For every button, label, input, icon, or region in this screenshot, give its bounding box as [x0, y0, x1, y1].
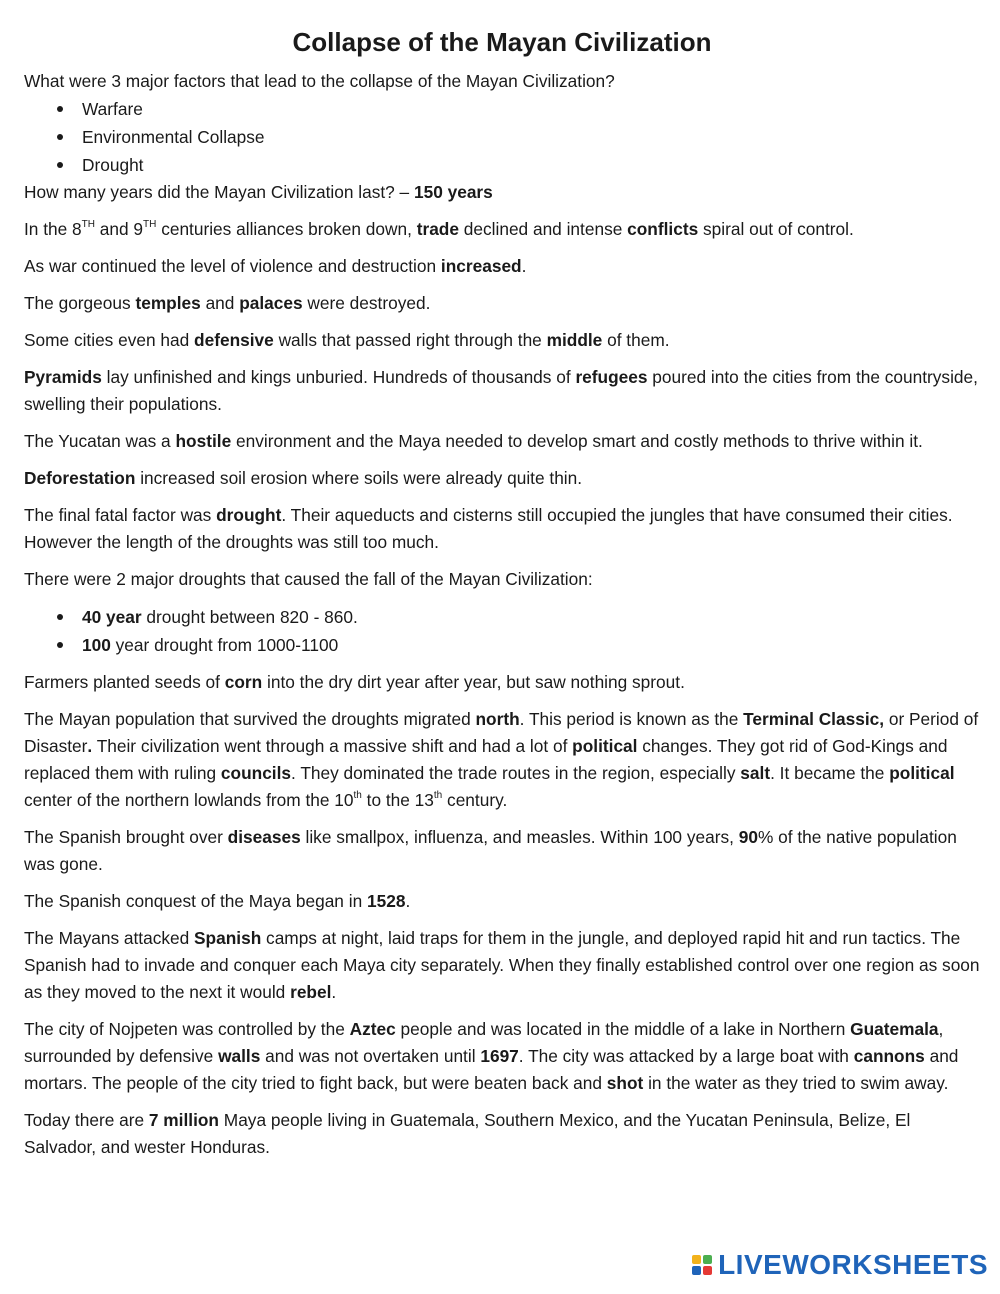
- paragraph-alliances: In the 8TH and 9TH centuries alliances broken down, trade declined and intense conflicts spiral out of control.: [24, 219, 854, 239]
- paragraph-nojpeten: The city of Nojpeten was controlled by the Aztec people and was located in the middle of a lake in Northern Guatemala, surrounded by defensive walls and was not overtaken until 1697. The city was attacked by a large boat with cannons and mortars. The people of the city tried to fight back, but were beaten back and shot in the water as they tried to swim away.: [24, 1019, 959, 1093]
- paragraph-walls: Some cities even had defensive walls that passed right through the middle of them.: [24, 330, 670, 350]
- list-item: Environmental Collapse: [24, 123, 980, 151]
- list-item: Warfare: [24, 95, 980, 123]
- paragraph-today: Today there are 7 million Maya people living in Guatemala, Southern Mexico, and the Yucatan Peninsula, Belize, El Salvador, and wester Honduras.: [24, 1110, 911, 1157]
- question-factors: What were 3 major factors that lead to the collapse of the Mayan Civilization?: [24, 71, 615, 91]
- question-duration: How many years did the Mayan Civilization last? – 150 years: [24, 182, 493, 202]
- paragraph-droughts-intro: There were 2 major droughts that caused the fall of the Mayan Civilization:: [24, 569, 593, 589]
- paragraph-resistance: The Mayans attacked Spanish camps at night, laid traps for them in the jungle, and deployed rapid hit and run tactics. The Spanish had to invade and conquer each Maya city separately. When they finally established control over one region as soon as they moved to the next it would rebel.: [24, 928, 980, 1002]
- paragraph-terminal-classic: The Mayan population that survived the droughts migrated north. This period is known as the Terminal Classic, or Period of Disaster. Their civilization went through a massive shift and had a lot of political changes. They got rid of God-Kings and replaced them with ruling councils. They dominated the trade routes in the region, especially salt. It became the political center of the northern lowlands from the 10th to the 13th century.: [24, 709, 979, 810]
- paragraph-conquest: The Spanish conquest of the Maya began in 1528.: [24, 891, 411, 911]
- logo-text: LIVEWORKSHEETS: [718, 1249, 988, 1280]
- paragraph-yucatan: The Yucatan was a hostile environment and the Maya needed to develop smart and costly methods to thrive within it.: [24, 431, 923, 451]
- page-title: Collapse of the Mayan Civilization: [292, 27, 712, 57]
- paragraph-diseases: The Spanish brought over diseases like smallpox, influenza, and measles. Within 100 years, 90% of the native population was gone.: [24, 827, 957, 874]
- droughts-list: [24, 603, 980, 659]
- paragraph-farmers: Farmers planted seeds of corn into the dry dirt year after year, but saw nothing sprout.: [24, 672, 685, 692]
- worksheet-page: [24, 26, 980, 1171]
- paragraph-temples: The gorgeous temples and palaces were destroyed.: [24, 293, 431, 313]
- paragraph-drought: The final fatal factor was drought. Their aqueducts and cisterns still occupied the jungles that have consumed their cities. However the length of the droughts was still too much.: [24, 505, 953, 552]
- liveworksheets-logo: [692, 1250, 988, 1280]
- paragraph-pyramids: Pyramids lay unfinished and kings unburied. Hundreds of thousands of refugees poured into the cities from the countryside, swelling their populations.: [24, 367, 978, 414]
- logo-blocks-icon: [692, 1255, 712, 1275]
- paragraph-deforestation: Deforestation increased soil erosion where soils were already quite thin.: [24, 468, 583, 488]
- factors-list: [24, 95, 980, 179]
- paragraph-war: As war continued the level of violence and destruction increased.: [24, 256, 527, 276]
- list-item: Drought: [24, 151, 980, 179]
- list-item: 40 year drought between 820 - 860.: [24, 603, 980, 631]
- list-item: 100 year drought from 1000-1100: [24, 631, 980, 659]
